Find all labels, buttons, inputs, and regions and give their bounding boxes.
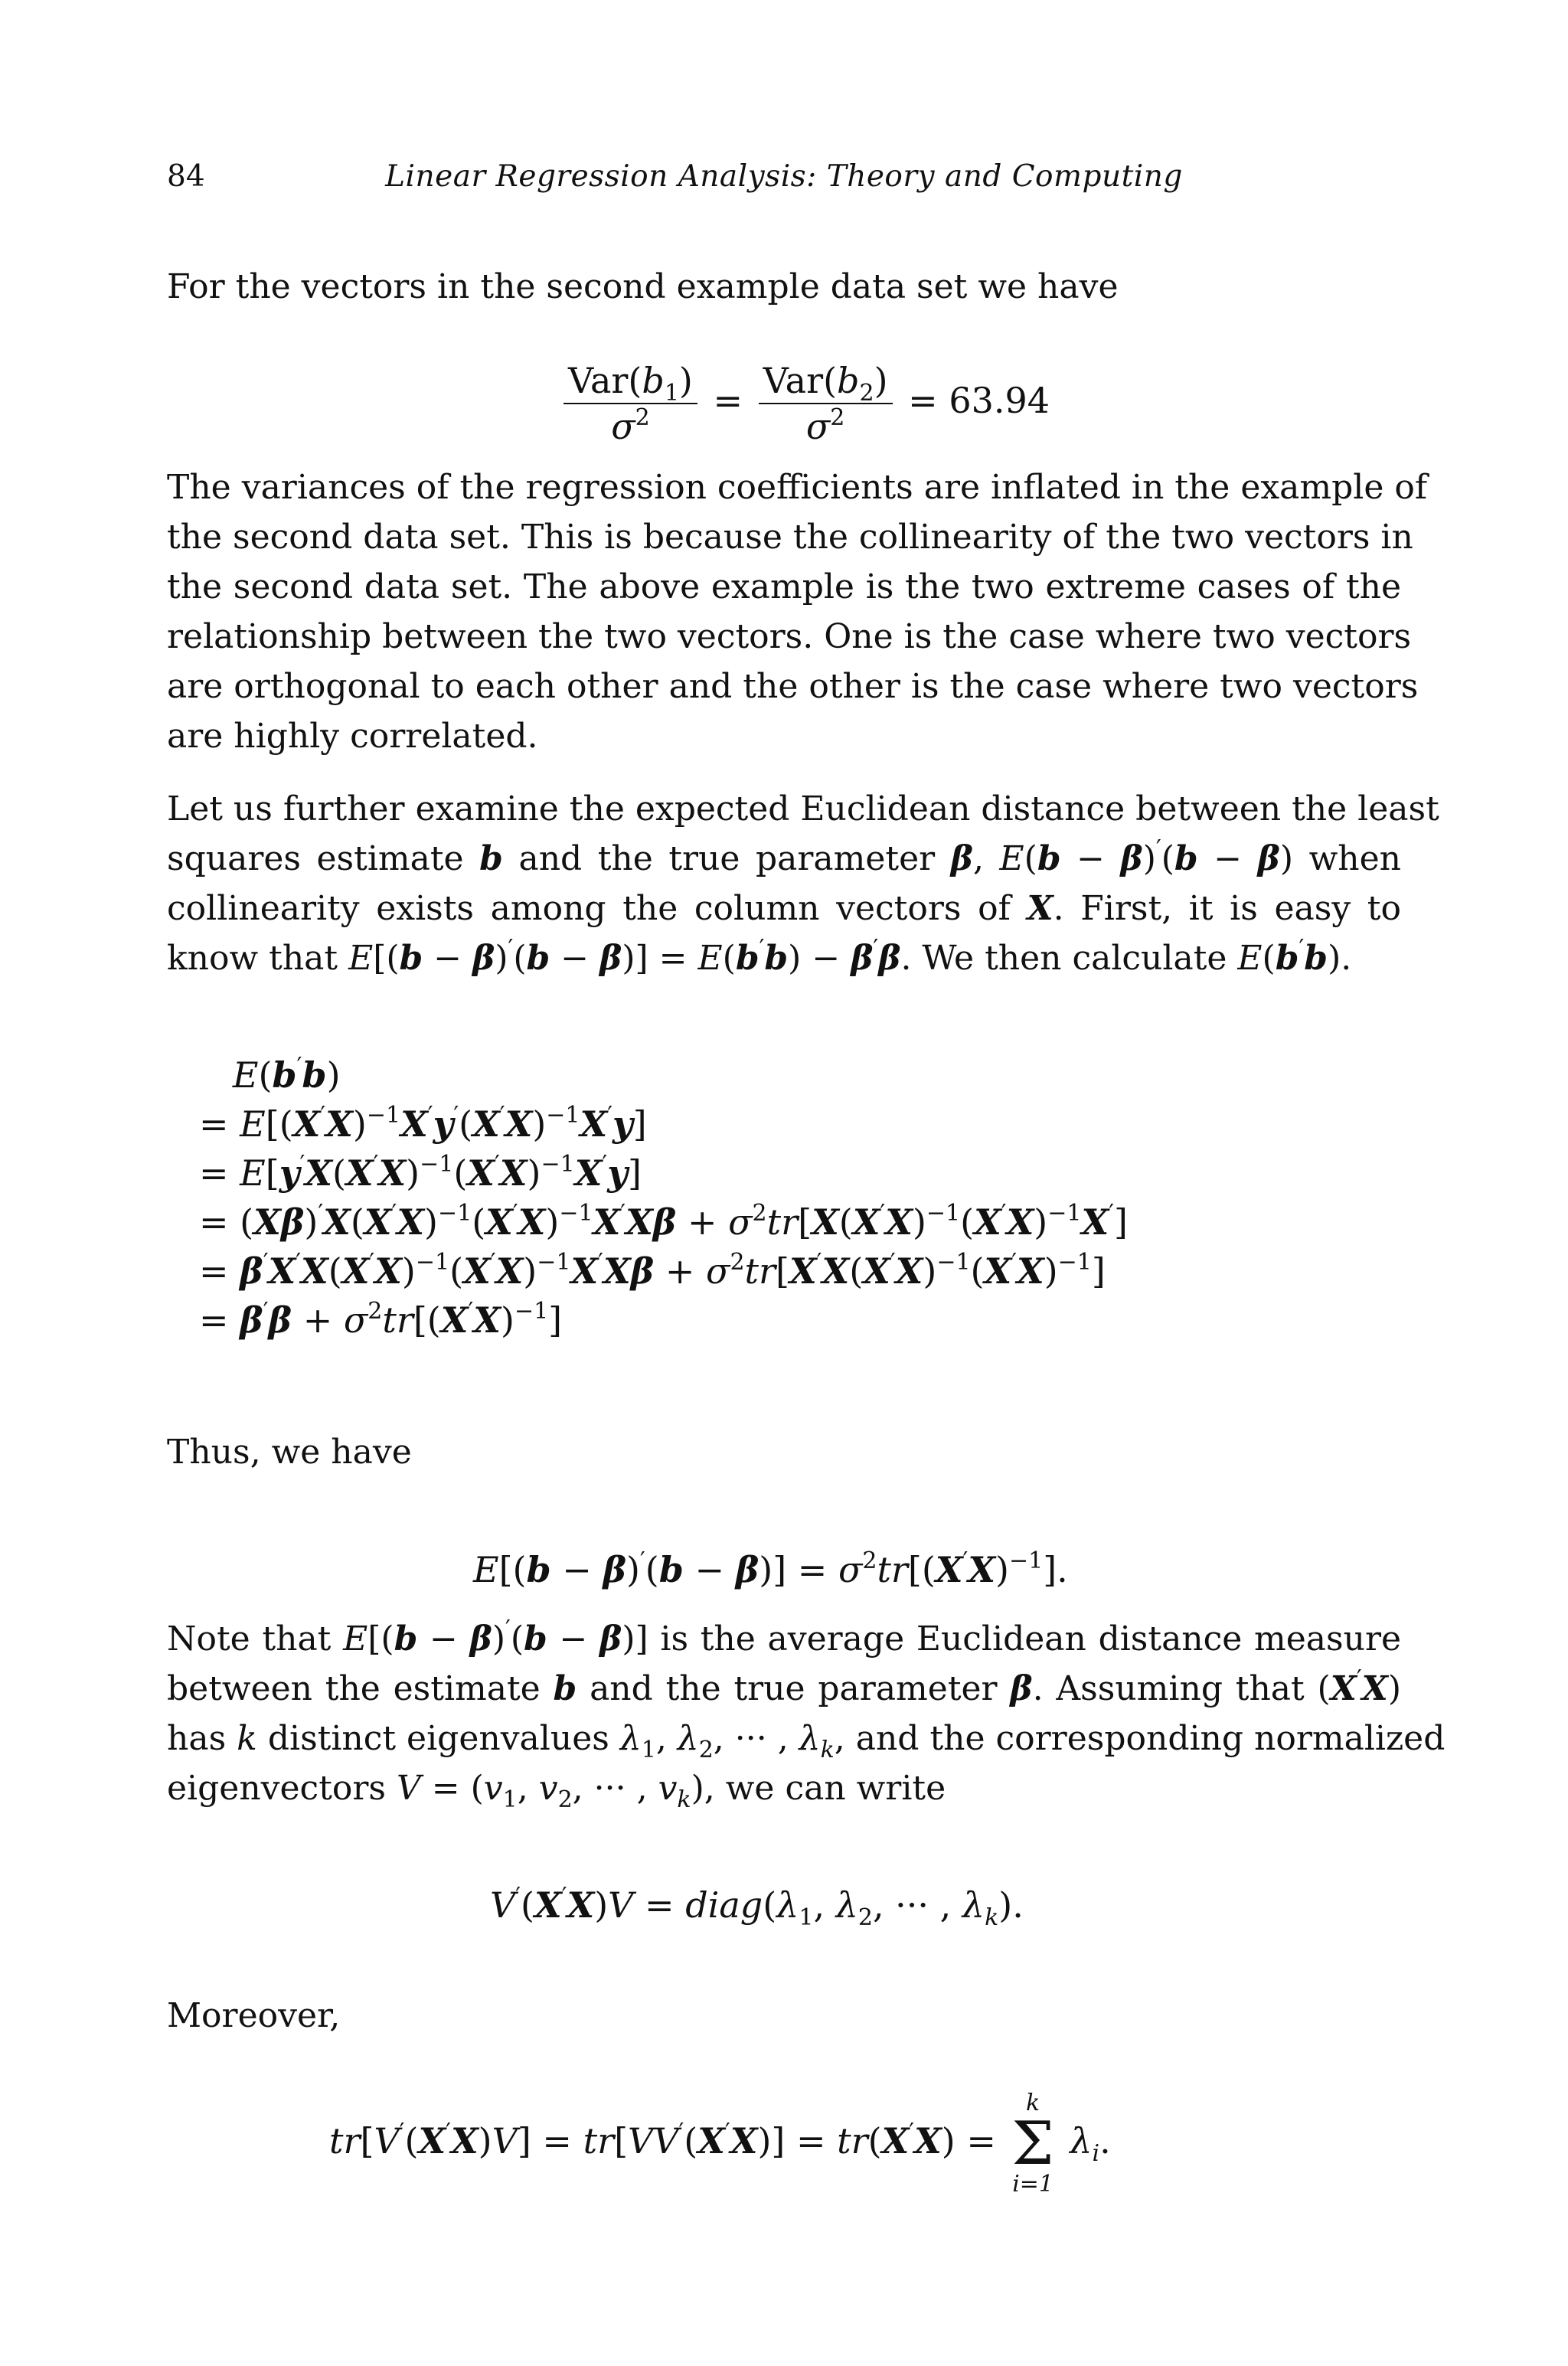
derivation-line: = $E[y'X(X'X)^{-1}(X'X)^{-1}X'y]$ [199,1151,642,1194]
paragraph-line: Note that E[(b − β)′(b − β)] is the average Euclidean distance measure [167,1616,1402,1658]
paragraph-line: are highly correlated. [167,717,538,756]
page-number: 84 [167,159,205,194]
running-title: Linear Regression Analysis: Theory and Computing [385,159,1183,194]
paragraph-line: collinearity exists among the column vectors of X. First, it is easy to [167,889,1401,928]
paragraph-line: relationship between the two vectors. One is the case where two vectors [167,617,1412,656]
trace-equation: tr[V′(X′X)V] = tr[VV′(X′X)] = tr(X′X) = k Σ i=1 $\lambda_i$. [329,2090,1111,2198]
paragraph-line: Let us further examine the expected Euclidean distance between the least [167,789,1439,828]
paragraph-line: the second data set. The above example is the two extreme cases of the [167,567,1401,606]
paragraph-line: squares estimate b and the true parameter β, E(b − β)′(b − β) when [167,835,1401,878]
variance-value: 63.94 [949,380,1050,421]
paragraph-line: the second data set. This is because the collinearity of the two vectors in [167,518,1413,557]
paragraph-line: are orthogonal to each other and the other is the case where two vectors [167,667,1419,706]
derivation-line: E(b′b) [232,1053,341,1096]
diagonalization-equation: $V'(X'X)V = diag(\lambda_1$, $\lambda_2$, ··· , $\lambda_k$). [490,1883,1024,1931]
derivation-line: = $E[(X'X)^{-1}X'y'(X'X)^{-1}X'y]$ [199,1102,647,1145]
moreover-sentence [167,1991,1401,2041]
summation-symbol: k Σ i=1 [1011,2090,1054,2198]
derivation-block [199,1051,1128,1345]
paragraph-line: has k distinct eigenvalues $\lambda_1$, $\lambda_2$, ··· , $\lambda_k$, and the corresponding normalized [167,1719,1446,1763]
thus-sentence [167,1427,1401,1477]
intro-sentence [167,262,1401,312]
derivation-line: = $\beta'X'X(X'X)^{-1}(X'X)^{-1}X'X\beta + \sigma^2tr[X'X(X'X)^{-1}(X'X)^{-1}]$ [199,1249,1106,1292]
paragraph-line: eigenvectors $V = (v_1$, $v_2$, ··· , $v_k$), we can write [167,1769,946,1813]
paragraph-line: The variances of the regression coefficients are inflated in the example of [167,468,1428,507]
running-head [167,158,1401,196]
derivation-line: = $(X\beta)'X(X'X)^{-1}(X'X)^{-1}X'X\beta + \sigma^2tr[X(X'X)^{-1}(X'X)^{-1}X']$ [199,1200,1128,1243]
paragraph-euclidean [167,784,1439,983]
paragraph-eigen [167,1614,1446,1813]
thus-text: Thus, we have [167,1433,412,1472]
variance-equation: $\frac{Var(b_1)}{\sigma^2}$ = $\frac{Var(b_2)}{\sigma^2}$ = 63.94 [559,358,1050,449]
moreover-text: Moreover, [167,1996,341,2035]
derivation-line: = $\beta'\beta + \sigma^2tr[(X'X)^{-1}]$ [199,1298,563,1341]
paragraph-variances [167,462,1428,761]
expected-distance-equation: $E[(b - \beta)'(b - \beta)] = \sigma^2tr[(X'X)^{-1}]$. [473,1547,1068,1590]
paragraph-line: know that E[(b − β)′(b − β)] = E(b′b) − β′β. We then calculate E(b′b). [167,935,1352,978]
variance-fraction-b1: $\frac{Var(b_1)}{\sigma^2}$ [564,358,697,449]
intro-text: For the vectors in the second example data set we have [167,267,1119,306]
paragraph-line: between the estimate b and the true parameter β. Assuming that (X′X) [167,1665,1401,1708]
variance-fraction-b2: $\frac{Var(b_2)}{\sigma^2}$ [759,358,893,449]
